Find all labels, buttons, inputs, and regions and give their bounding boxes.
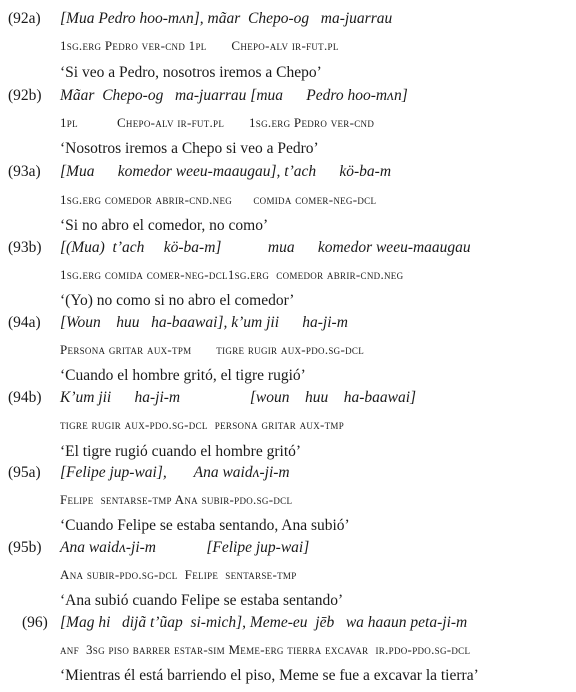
example-line: K’um jii ha-ji-m [woun huu ha-baawai] bbox=[60, 389, 417, 406]
example-translation: ‘Si veo a Pedro, nosotros iremos a Chepo’ bbox=[60, 64, 322, 81]
example-translation: ‘Cuando Felipe se estaba sentando, Ana subió’ bbox=[60, 517, 350, 534]
example-translation: ‘(Yo) no como si no abro el comedor’ bbox=[60, 292, 295, 309]
example-gloss: 1sg.erg Pedro ver-cnd 1pl Chepo-alv ir-fut.pl bbox=[60, 38, 339, 53]
example-number: (94b) bbox=[8, 389, 42, 406]
example-gloss: Persona gritar aux-tpm tigre rugir aux-pdo.sg-dcl bbox=[60, 342, 365, 357]
example-translation: ‘Mientras él está barriendo el piso, Meme se fue a excavar la tierra’ bbox=[60, 667, 479, 684]
example-gloss: Felipe sentarse-tmp Ana subir-pdo.sg-dcl bbox=[60, 492, 293, 507]
example-number: (96) bbox=[22, 614, 48, 631]
example-line: [Mag hi dijã t’ũap si-mich], Meme-eu jēb wa haaun peta-ji-m bbox=[60, 614, 468, 631]
example-gloss: Ana subir-pdo.sg-dcl Felipe sentarse-tmp bbox=[60, 567, 297, 582]
example-line: [(Mua) t’ach kö-ba-m] mua komedor weeu-maaugau bbox=[60, 239, 471, 256]
example-gloss: anf 3sg piso barrer estar-sim Meme-erg tierra excavar ir.pdo-pdo.sg-dcl bbox=[60, 642, 471, 657]
example-line: Ana waidʌ-ji-m [Felipe jup-wai] bbox=[60, 539, 310, 556]
example-translation: ‘Nosotros iremos a Chepo si veo a Pedro’ bbox=[60, 140, 319, 157]
example-translation: ‘Si no abro el comedor, no como’ bbox=[60, 217, 269, 234]
example-line: [Mua komedor weeu-maaugau], t’ach kö-ba-m bbox=[60, 163, 392, 180]
example-translation: ‘Ana subió cuando Felipe se estaba sentando’ bbox=[60, 592, 344, 609]
example-gloss: tigre rugir aux-pdo.sg-dcl persona gritar aux-tmp bbox=[60, 417, 345, 432]
example-line: [Mua Pedro hoo-mʌn], mãar Chepo-og ma-juarrau bbox=[60, 10, 393, 27]
example-number: (93a) bbox=[8, 163, 41, 180]
example-number: (92a) bbox=[8, 10, 41, 27]
example-translation: ‘El tigre rugió cuando el hombre gritó’ bbox=[60, 443, 302, 460]
example-number: (95a) bbox=[8, 464, 41, 481]
example-number: (95b) bbox=[8, 539, 42, 556]
example-number: (93b) bbox=[8, 239, 42, 256]
example-translation: ‘Cuando el hombre gritó, el tigre rugió’ bbox=[60, 367, 306, 384]
example-gloss: 1sg.erg comedor abrir-cnd.neg comida comer-neg-dcl bbox=[60, 192, 377, 207]
example-number: (94a) bbox=[8, 314, 41, 331]
example-number: (92b) bbox=[8, 87, 42, 104]
example-line: [Felipe jup-wai], Ana waidʌ-ji-m bbox=[60, 464, 290, 481]
example-gloss: 1pl Chepo-alv ir-fut.pl 1sg.erg Pedro ver-cnd bbox=[60, 115, 375, 130]
example-line: [Woun huu ha-baawai], k’um jii ha-ji-m bbox=[60, 314, 348, 331]
example-line: Mãar Chepo-og ma-juarrau [mua Pedro hoo-mʌn] bbox=[60, 87, 408, 104]
example-gloss: 1sg.erg comida comer-neg-dcl1sg.erg comedor abrir-cnd.neg bbox=[60, 267, 404, 282]
